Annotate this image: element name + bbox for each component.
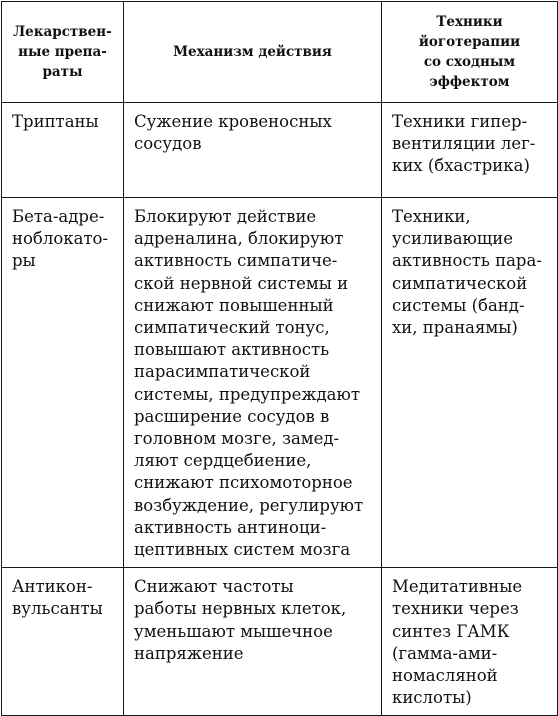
cell-line: номасляной <box>392 666 498 686</box>
header-row <box>2 2 558 103</box>
header-line: Лекарствен- <box>13 24 112 40</box>
cell-line: расширение сосудов в <box>134 406 330 426</box>
techniques-cell <box>382 568 558 716</box>
cell-line: ноблокато- <box>12 229 109 249</box>
cell-line: Техники, <box>392 207 471 226</box>
header-mechanism <box>124 2 382 103</box>
cell-line: парасимпатической <box>134 362 311 382</box>
cell-line: техники через <box>392 599 519 619</box>
drug-yoga-comparison-table <box>1 1 558 716</box>
table-row <box>2 198 558 568</box>
cell-line: ляют сердцебиение, <box>134 451 312 471</box>
cell-line: Техники гипер- <box>392 112 528 131</box>
header-line: Механизм действия <box>173 44 332 60</box>
cell-line: системы (банд- <box>392 295 525 315</box>
drug-cell <box>2 198 124 568</box>
techniques-cell <box>382 103 558 198</box>
cell-line: активность пара- <box>392 251 542 271</box>
cell-line: ры <box>12 251 36 271</box>
table-header <box>2 2 558 103</box>
cell-line: уменьшают мышечное <box>134 621 333 641</box>
cell-line: Снижают частоты <box>134 577 294 597</box>
header-line: Техники <box>436 14 503 30</box>
cell-line: головном мозге, замед- <box>134 429 340 449</box>
cell-line: Блокируют действие <box>134 207 317 226</box>
header-line: йоготерапии <box>418 34 521 50</box>
header-line: эффектом <box>429 74 510 90</box>
cell-line: напряжение <box>134 643 244 663</box>
cell-line: работы нервных клеток, <box>134 599 347 619</box>
drug-cell <box>2 568 124 716</box>
cell-line: снижают психомоторное <box>134 473 353 493</box>
cell-line: снижают повышенный <box>134 295 334 315</box>
cell-line: хи, пранаямы) <box>392 318 518 338</box>
cell-line: симпатический тонус, <box>134 318 330 338</box>
cell-line: синтез ГАМК <box>392 621 510 641</box>
cell-line: Бета-адре- <box>12 207 105 226</box>
cell-line: вентиляции лег- <box>392 134 536 154</box>
cell-line: Антикон- <box>12 577 93 597</box>
cell-line: повышают активность <box>134 340 330 360</box>
cell-line: адреналина, блокируют <box>134 229 344 249</box>
cell-line: ких (бхастрика) <box>392 156 530 176</box>
cell-line: ской нервной системы и <box>134 273 349 293</box>
table-row <box>2 568 558 716</box>
cell-line: Сужение кровеносных <box>134 112 332 131</box>
table-body <box>2 103 558 716</box>
cell-line: возбуждение, регулируют <box>134 495 364 515</box>
cell-line: активность антиноци- <box>134 517 327 537</box>
header-line: ные препа- <box>18 44 107 60</box>
cell-line: (гамма-ами- <box>392 643 498 663</box>
header-drugs <box>2 2 124 103</box>
cell-line: кислоты) <box>392 688 472 708</box>
mechanism-cell <box>124 103 382 198</box>
cell-line: цептивных систем мозга <box>134 540 351 560</box>
header-line: со сходным <box>423 54 516 70</box>
cell-line: активность симпатиче- <box>134 251 338 271</box>
cell-line: симпатической <box>392 273 528 293</box>
cell-line: системы, предупреждают <box>134 384 361 404</box>
cell-line: сосудов <box>134 134 202 154</box>
techniques-cell <box>382 198 558 568</box>
document-page <box>0 1 558 708</box>
cell-line: усиливающие <box>392 229 514 249</box>
cell-line: Триптаны <box>12 112 99 131</box>
drug-cell <box>2 103 124 198</box>
table-row <box>2 103 558 198</box>
mechanism-cell <box>124 568 382 716</box>
cell-line: Медитативные <box>392 577 523 597</box>
mechanism-cell <box>124 198 382 568</box>
header-yoga-techniques <box>382 2 558 103</box>
header-line: раты <box>42 64 83 80</box>
cell-line: вульсанты <box>12 599 103 619</box>
